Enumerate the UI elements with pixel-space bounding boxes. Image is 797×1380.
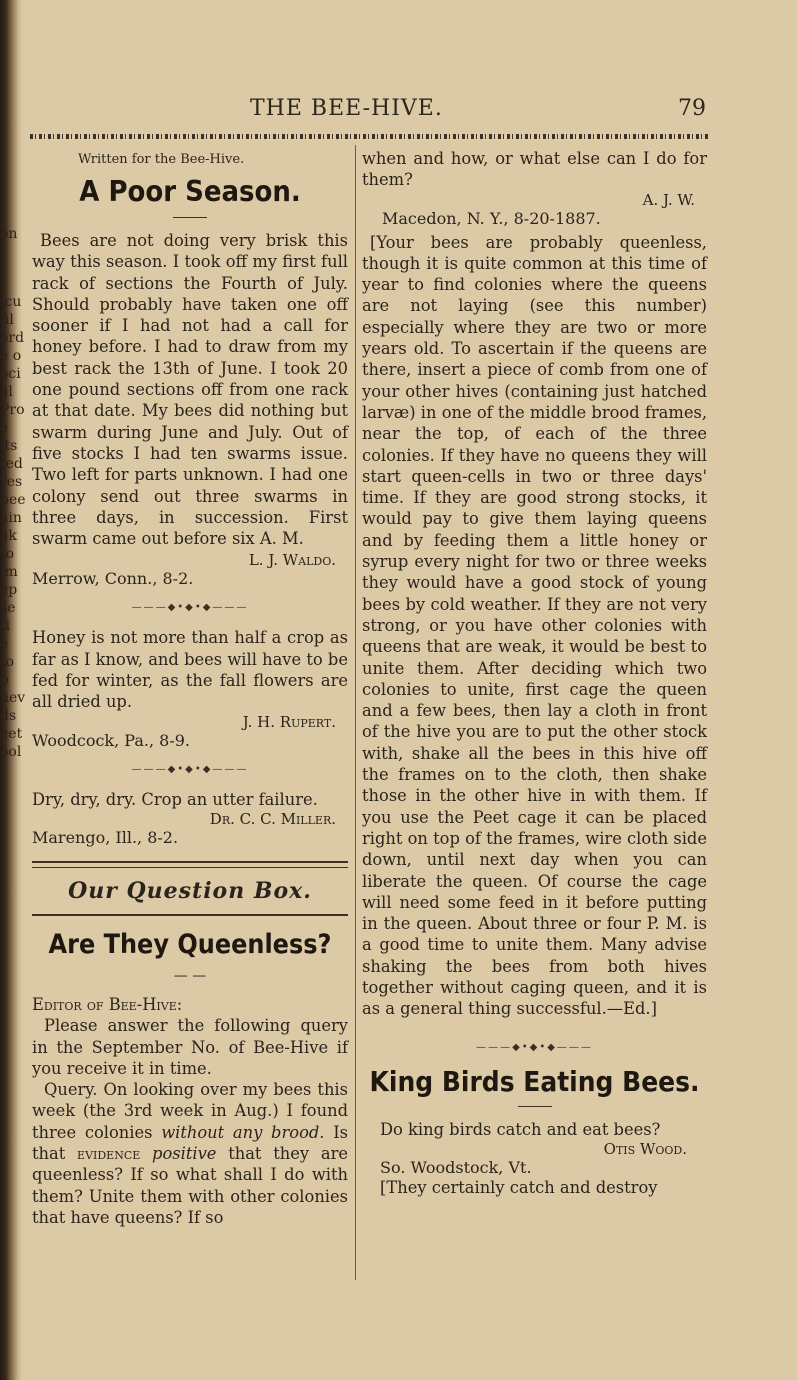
source-note: Written for the Bee-Hive. <box>78 152 245 167</box>
divider-ornament: ———◆•◆•◆——— <box>131 602 249 614</box>
facing-page-bleed: on icu fil ord e o oci al Pro e its ted res bee ain ak to im ep se ti e to b nev ds eet ool <box>0 226 26 760</box>
article-title-king-birds: King Birds Eating Bees. <box>369 1065 700 1098</box>
query-paragraph-2: Query. On looking over my bees this week (the 3rd week in Aug.) I found three colonies without any brood. Is that evidence positive that they are queenless? If so what shall I do with them? Unite them with other colonies that have queens? If so <box>32 1080 349 1227</box>
place-woodstock: So. Woodstock, Vt. <box>380 1157 532 1177</box>
salutation: Editor of Bee-Hive: <box>32 994 183 1014</box>
signature-ajw: A. J. W. <box>642 190 695 209</box>
right-column <box>362 148 707 1198</box>
running-title: THE BEE-HIVE. <box>250 96 443 121</box>
divider-ornament-2: ———◆•◆•◆——— <box>131 763 249 775</box>
king-birds-reply: [They certainly catch and destroy <box>380 1177 658 1197</box>
article-title-poor-season: A Poor Season. <box>79 175 301 209</box>
article-body-poor-season: Bees are not doing very brisk this way this season. I took off my first full rack of sections the Fourth of July. Should probably have taken one off sooner if I had not had a call for honey before. I had to draw from my best rack the 13th of June. I took 20 one pound sections off from one rack at that date. My bees did nothing but swarm during June and July. Out of five stocks I had ten swarms issue. Two left for parts unknown. I had one colony send out three swarms in three days, in succession. First swarm came out before six A. M. <box>32 231 348 549</box>
place-merrow: Merrow, Conn., 8-2. <box>32 569 194 589</box>
section-rule <box>32 861 348 868</box>
section-title-rule <box>32 914 348 916</box>
signature-waldo: L. J. Waldo. <box>248 551 336 570</box>
note-miller-body: Dry, dry, dry. Crop an utter failure. <box>32 789 318 809</box>
section-title-question-box: Our Question Box. <box>68 877 312 904</box>
query-continuation: when and how, or what else can I do for them? <box>362 149 707 190</box>
column-separator <box>355 145 356 1280</box>
page-header <box>0 96 797 136</box>
signature-otis-wood: Otis Wood. <box>603 1139 687 1158</box>
query-paragraph-1: Please answer the following query in the September No. of Bee-Hive if you receive it in time. <box>32 1016 348 1078</box>
place-macedon: Macedon, N. Y., 8-20-1887. <box>382 208 601 228</box>
note-rupert-body: Honey is not more than half a crop as far as I know, and bees will have to be fed for winter, as the fall flowers are all dried up. <box>32 628 348 712</box>
title-dash: — — <box>173 967 207 984</box>
signature-miller: Dr. C. C. Miller. <box>209 809 336 828</box>
left-column <box>32 148 348 1228</box>
place-woodcock: Woodcock, Pa., 8-9. <box>32 730 190 750</box>
editor-reply: [Your bees are probably queenless, though it is quite common at this time of year to find colonies where the queens are not laying (see this number) especially where they are two or more years old. To ascertain if the queens are there, insert a piece of comb from one of your other hives (containing just hatched larvæ) in one of the middle brood frames, near the top, of each of the three colonies. If they have no queens they will start queen-cells in two or three days' time. If they are good strong stocks, it would pay to give them laying queens and by feeding them a little honey or syrup every night for two or three weeks they would have a good stock of young bees by cold weather. If they are not very strong, or you have other colonies with queens that are weak, it would be best to unite them. After deciding which two colonies to unite, first cage the queen and a few bees, then lay a cloth in front of the hive you are to put the other stock with, shake all the bees in this hive off the frames on to the cloth, then shake those in the other hive in with them. If you use the Peet cage it can be placed right on top of the frames, wire cloth side down, until next day when you can liberate the queen. Of course the cage will need some feed in it before putting in the queen. About three or four P. M. is a good time to unite them. Many advise shaking the bees from both hives together without caging queen, and it is as a general thing successful.—Ed.] <box>362 232 707 1019</box>
place-marengo: Marengo, Ill., 8-2. <box>32 827 179 847</box>
king-birds-question: Do king birds catch and eat bees? <box>380 1119 661 1139</box>
page-number: 79 <box>678 96 706 121</box>
signature-rupert: J. H. Rupert. <box>242 712 336 731</box>
title-rule <box>173 217 207 218</box>
divider-ornament-3: ———◆•◆•◆——— <box>476 1041 593 1053</box>
article-title-queenless: Are They Queenless? <box>48 928 332 960</box>
title-rule-2 <box>518 1106 552 1107</box>
header-rule <box>30 134 710 139</box>
